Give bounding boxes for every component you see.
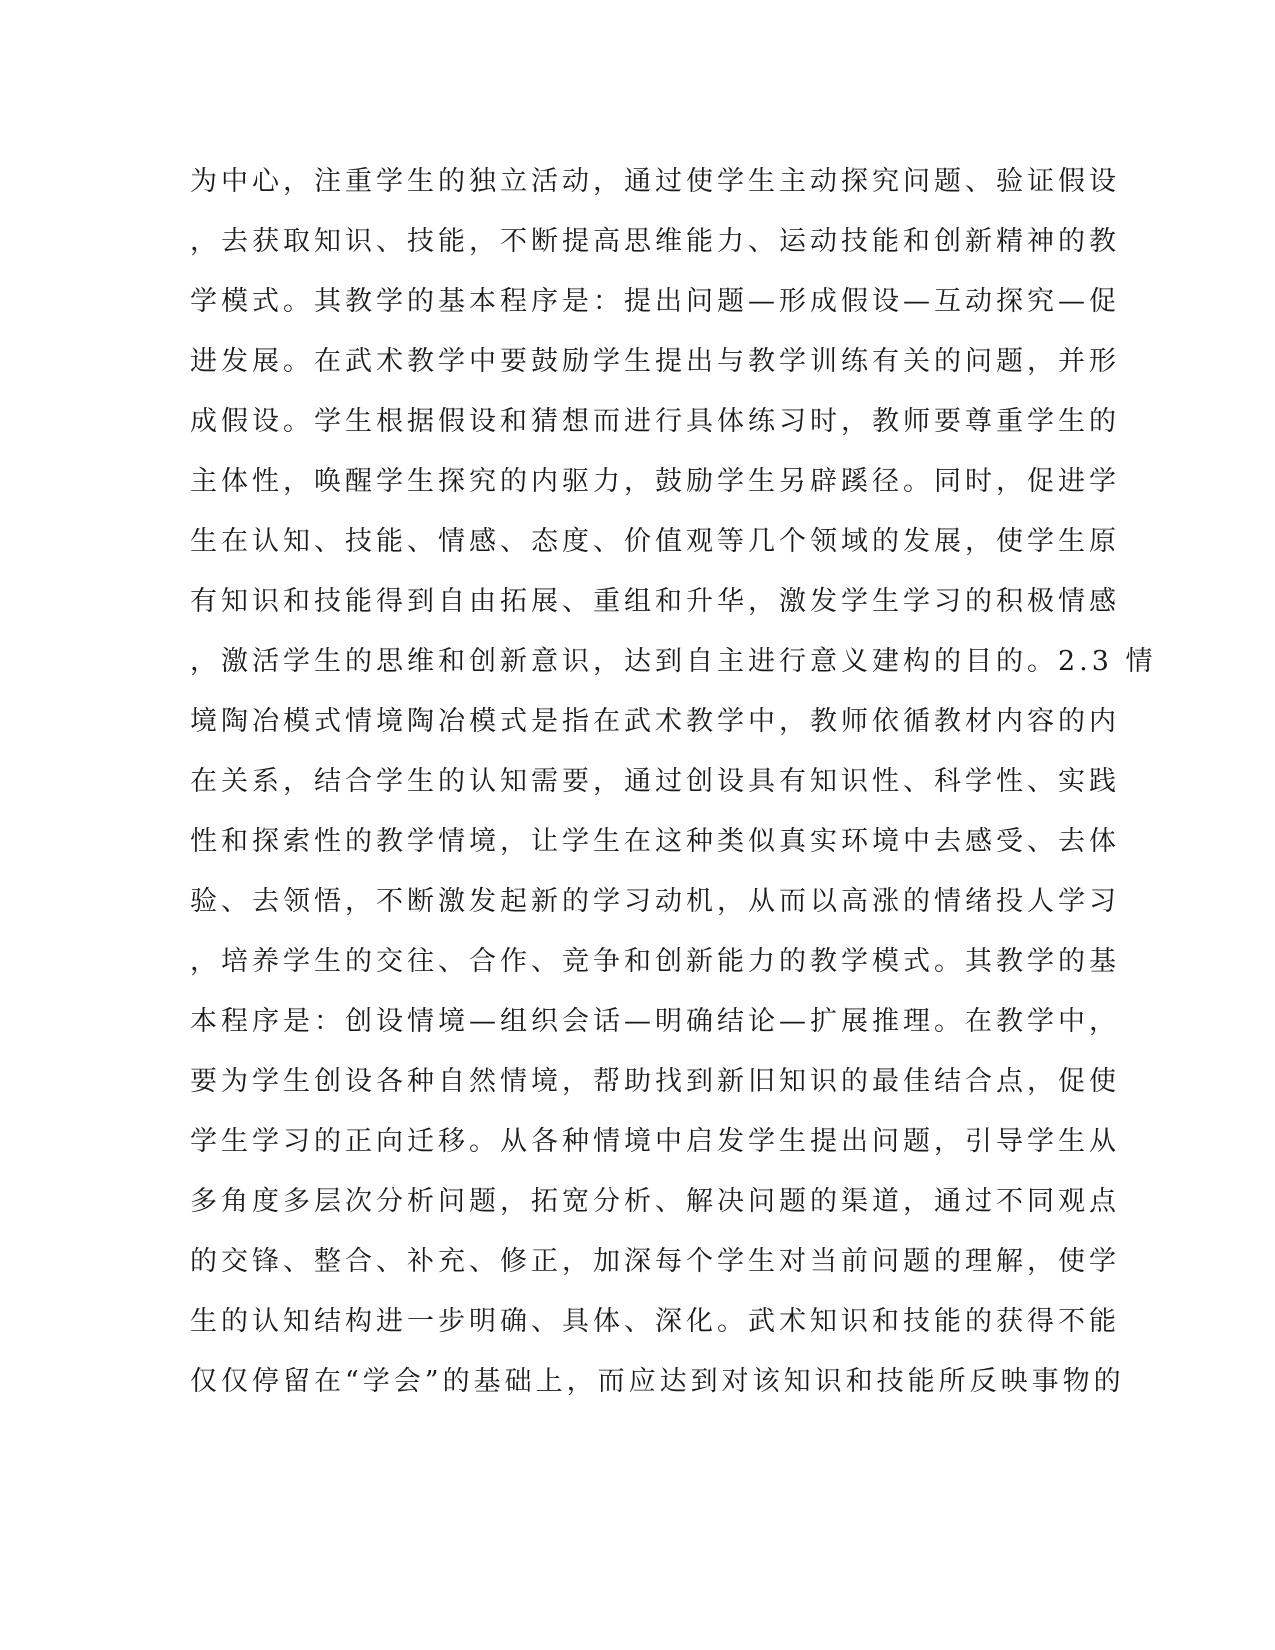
body-text-line: 有知识和技能得到自由拓展、重组和升华，激发学生学习的积极情感: [190, 586, 1120, 617]
body-text-line: 性和探索性的教学情境，让学生在这种类似真实环境中去感受、去体: [190, 826, 1120, 857]
body-text-line: 学模式。其教学的基本程序是：提出问题—形成假设—互动探究—促: [190, 286, 1120, 317]
body-text-line: ，培养学生的交往、合作、竞争和创新能力的教学模式。其教学的基: [190, 946, 1120, 977]
body-text-line: 境陶冶模式情境陶冶模式是指在武术教学中，教师依循教材内容的内: [190, 706, 1120, 737]
body-text-line: 多角度多层次分析问题，拓宽分析、解决问题的渠道，通过不同观点: [190, 1186, 1120, 1217]
body-text-line: 学生学习的正向迁移。从各种情境中启发学生提出问题，引导学生从: [190, 1126, 1120, 1157]
body-text-line: 仅仅停留在“学会”的基础上，而应达到对该知识和技能所反映事物的: [190, 1366, 1125, 1397]
body-text-line: 主体性，唤醒学生探究的内驱力，鼓励学生另辟蹊径。同时，促进学: [190, 466, 1120, 497]
body-text-line: 的交锋、整合、补充、修正，加深每个学生对当前问题的理解，使学: [190, 1246, 1120, 1277]
body-text-line: 要为学生创设各种自然情境，帮助找到新旧知识的最佳结合点，促使: [190, 1066, 1120, 1097]
body-text-line: 生的认知结构进一步明确、具体、深化。武术知识和技能的获得不能: [190, 1306, 1120, 1337]
body-text-line: 在关系，结合学生的认知需要，通过创设具有知识性、科学性、实践: [190, 766, 1120, 797]
body-text-line: 进发展。在武术教学中要鼓励学生提出与教学训练有关的问题，并形: [190, 346, 1120, 377]
body-text-line: ，激活学生的思维和创新意识，达到自主进行意义建构的目的。2.3 情: [190, 646, 1157, 677]
body-text-line: 为中心，注重学生的独立活动，通过使学生主动探究问题、验证假设: [190, 166, 1120, 197]
body-text-line: 本程序是：创设情境—组织会话—明确结论—扩展推理。在教学中，: [190, 1006, 1120, 1037]
body-text-line: ，去获取知识、技能，不断提高思维能力、运动技能和创新精神的教: [190, 226, 1120, 257]
body-text-line: 成假设。学生根据假设和猜想而进行具体练习时，教师要尊重学生的: [190, 406, 1120, 437]
body-text-line: 验、去领悟，不断激发起新的学习动机，从而以高涨的情绪投人学习: [190, 886, 1120, 917]
body-text-line: 生在认知、技能、情感、态度、价值观等几个领域的发展，使学生原: [190, 526, 1120, 557]
